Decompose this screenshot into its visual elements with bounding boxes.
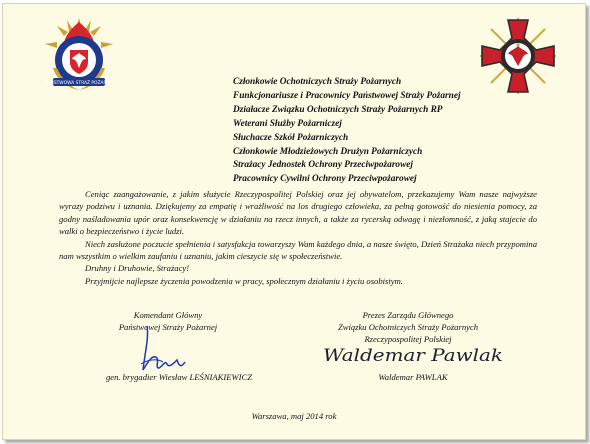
signatory-right-title-line: Rzeczypospolitej Polskiej — [364, 334, 452, 345]
signature-right-handwriting: Waldemar Pawlak — [323, 346, 503, 366]
signatory-left-name: gen. brygadier Wiesław LEŚNIAKIEWICZ — [105, 372, 253, 382]
signatory-right-title — [313, 309, 503, 346]
letter-sheet — [2, 3, 586, 440]
emblem-ring-text: PAŃSTWOWA STRAŻ POŻARNA — [45, 81, 113, 87]
place-and-date: Warszawa, maj 2014 rok — [251, 411, 337, 421]
addressee-line: Strażacy Jednostek Ochrony Przeciwpożarowej — [233, 160, 413, 171]
signature-right — [319, 342, 509, 368]
body-paragraph-3: Druhny i Druhowie, Strażacy! — [85, 263, 190, 274]
body-paragraph-4: Przyjmijcie najlepsze życzenia powodzenia w pracy, społecznym działaniu i życiu osobistym. — [85, 275, 403, 286]
addressee-line: Funkcjonariusze i Pracownicy Państwowej Straży Pożarnej — [233, 90, 461, 101]
addressee-line: Słuchacze Szkół Pożarniczych — [233, 132, 349, 143]
signature-left — [133, 324, 193, 376]
volunteer-fire-brigade-cross-icon — [478, 16, 558, 96]
addressee-line: Działacze Związku Ochotniczych Straży Pożarnych RP — [233, 104, 443, 115]
signatory-right-title-line: Prezes Zarządu Głównego — [362, 310, 454, 320]
body-paragraph-2: Niech zasłużone poczucie spełnienia i satysfakcja towarzyszy Wam każdego dnia, a nasze święto, Dzień Strażaka niech przypomina nam wszystkim o wielkim zaufaniu i uznaniu, jakim cieszycie się w społeczeństwie. — [59, 238, 537, 262]
signatory-left-title-line: Państwowej Straży Pożarnej — [118, 322, 218, 333]
body-paragraph-1: Ceniąc zaangażowanie, z jakim służycie Rzeczypospolitej Polskiej oraz jej obywatelom, przekazujemy Wam nasze najwyższe wyrazy podziwu i uznania. Dziękujemy za empatię i wrażliwość na los drugiego człowieka, za pełną gotowość do niesienia pomocy, za godny naśladowania upór oraz konsekwencję w działaniu na rzecz innych, a także za rycerską odwagę i niezłomność, z jaką stajecie do walki o bezpieczeństwo i życie ludzi. — [59, 189, 537, 237]
addressee-line: Członkowie Ochotniczych Straży Pożarnych — [233, 77, 402, 87]
signatory-right-name: Waldemar PAWLAK — [378, 372, 448, 382]
addressee-line: Członkowie Młodzieżowych Drużyn Pożarniczych — [233, 146, 423, 157]
addressee-list — [233, 76, 461, 187]
addressee-line: Pracownicy Cywilni Ochrony Przeciwpożarowej — [233, 174, 417, 185]
signatory-left-title-line: Komendant Główny — [133, 310, 203, 320]
fire-service-emblem-icon — [39, 16, 119, 96]
letter-body — [59, 188, 537, 287]
signatory-right-title-line: Związku Ochotniczych Straży Pożarnych — [337, 322, 479, 333]
addressee-line: Weterani Służby Pożarniczej — [233, 118, 342, 129]
